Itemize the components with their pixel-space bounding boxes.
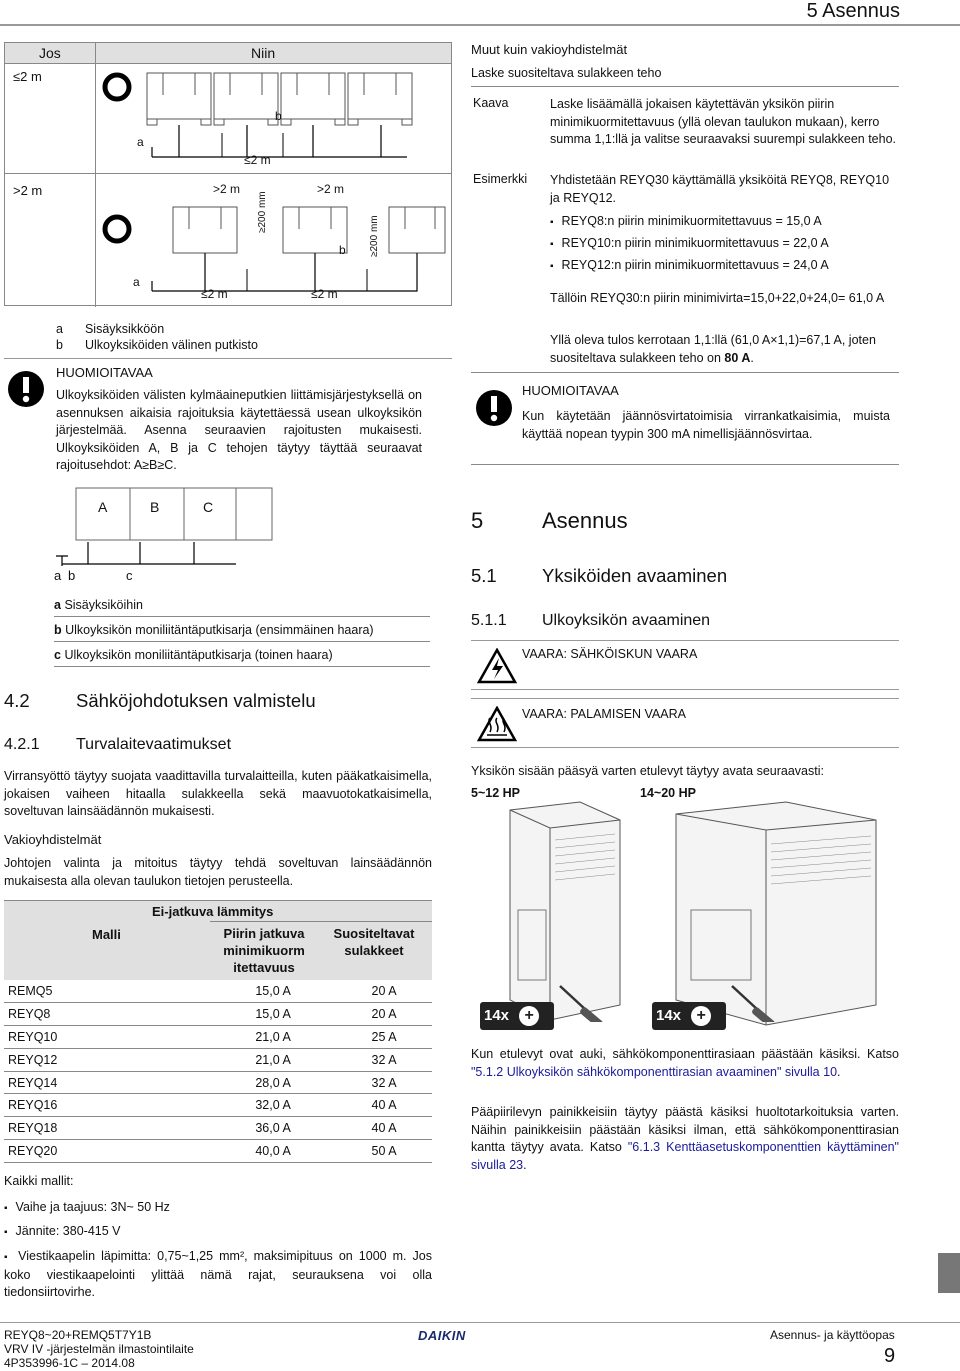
link-6-1-3[interactable]: "6.1.3 Kenttäasetuskomponenttien käyttäminen" sivulla 23 (471, 1140, 899, 1172)
warning-hot-text: VAARA: PALAMISEN VAARA (522, 707, 686, 721)
ylla-text (550, 332, 898, 367)
cell-fuse: 40 A (336, 1117, 432, 1140)
para-kun-text: Kun etulevyt ovat auki, sähkökomponenttirasiaan päästään käsiksi. Katso (471, 1047, 899, 1061)
table-row (4, 1140, 432, 1163)
kaava-label: Kaava (473, 96, 509, 110)
cell-min: 15,0 A (210, 1003, 336, 1026)
section-5-title: Asennus (542, 508, 628, 533)
unit-C-label: C (203, 499, 214, 515)
cell-model: REYQ12 (4, 1048, 210, 1071)
cell-min: 21,0 A (210, 1026, 336, 1049)
section-4-2-1-title: Turvalaitevaatimukset (76, 736, 232, 753)
diagram1-dim-le2m: ≤2 m (244, 153, 271, 167)
screwdriver-icon (728, 982, 788, 1022)
cell-fuse: 50 A (336, 1140, 432, 1163)
row-gt2m-label: >2 m (13, 183, 43, 198)
hp-large-label: 14~20 HP (640, 786, 696, 800)
notice-2-title: HUOMIOITAVAA (522, 383, 619, 398)
hot-surface-icon (477, 706, 517, 742)
warning-icon (474, 388, 514, 428)
chapter-side-tab (938, 1253, 960, 1293)
hp-small-label: 5~12 HP (471, 786, 520, 800)
fuse-table (4, 900, 432, 1163)
section-5-1-1-title: Ulkoyksikön avaaminen (542, 612, 711, 629)
electric-hazard-icon (477, 648, 517, 684)
ylla-pre: Yllä oleva tulos kerrotaan 1,1:llä (61,0 A×1,1)=67,1 A, joten suositeltava sulakkeen teho on (550, 333, 876, 365)
kaava-text: Laske lisäämällä jokaisen käytettävän yksikön piirin minimikuormitettavuus (yllä olevan taulukon mukaan), kerro summa 1,1:llä ja valitse seuraavaksi suurempi sulakkeen teho. (550, 97, 897, 146)
notice-1-text: Ulkoyksiköiden välisten kylmäaineputkien liittämisjärjestyksellä on asennuksen aikaisia rajoituksia käytettäessä usean ulkoyksikön järjestelmää. Asenna seuraavien rajoitusten mukaisesti. Ulkoyksiköiden A, B ja C tehojen täytyy täyttää seuraavat rajoitusehdot: A≥B≥C. (56, 388, 422, 472)
link-5-1-2[interactable]: "5.1.2 Ulkoyksikön sähkökomponenttirasian avaaminen" sivulla 10 (471, 1064, 838, 1079)
warning-electric-text: VAARA: SÄHKÖISKUN VAARA (522, 647, 698, 661)
cell-min: 28,0 A (210, 1071, 336, 1094)
footer-product: VRV IV -järjestelmän ilmastointilaite (4, 1342, 194, 1356)
section-5-number: 5 (471, 508, 484, 533)
diagram2-dim-gt2m-2: >2 m (317, 182, 345, 196)
col-model-header: Malli (92, 927, 121, 942)
cell-model: REYQ8 (4, 1003, 210, 1026)
para-kun (471, 1046, 899, 1081)
row-le2m-label: ≤2 m (13, 69, 42, 84)
legend-text: Sisäyksikköön (84, 322, 165, 336)
legend-text: Ulkoyksikön moniliitäntäputkisarja (toinen haara) (64, 648, 333, 662)
add-icon: + (691, 1006, 711, 1026)
abc-label-b: b (68, 568, 76, 583)
muut-subtitle: Laske suositeltava sulakkeen teho (471, 66, 662, 80)
cell-model: REYQ18 (4, 1117, 210, 1140)
legend-key: c (54, 648, 61, 662)
cell-model: REYQ10 (4, 1026, 210, 1049)
notice-2-text: Kun käytetään jäännösvirtatoimisia virrankatkaisimia, muista käyttää nopean tyypin 300 mA nimellisjäännösvirtaa. (522, 409, 890, 441)
table-row (4, 1071, 432, 1094)
table-row (4, 1048, 432, 1071)
list-item: ▪ Jännite: 380-415 V (4, 1224, 432, 1248)
para-kun-end: . (837, 1064, 841, 1079)
placement-table (4, 42, 452, 306)
footer-brand-logo: DAIKIN (418, 1328, 466, 1343)
table-row (4, 1094, 432, 1117)
tallion-text: Tällöin REYQ30:n piirin minimivirta=15,0+22,0+24,0= 61,0 A (550, 291, 885, 305)
cell-model: REYQ16 (4, 1094, 210, 1117)
ylla-post: . (750, 350, 754, 365)
list-item: ▪ REYQ12:n piirin minimikuormitettavuus = 24,0 A (550, 258, 898, 272)
notice-1-title: HUOMIOITAVAA (56, 365, 153, 380)
abc-label-a: a (54, 568, 62, 583)
diagram2-label-a: a (133, 275, 140, 289)
col-jos-header: Jos (39, 45, 61, 61)
table-row (4, 1026, 432, 1049)
footer-guide-title: Asennus- ja käyttöopas (770, 1328, 895, 1342)
vakio-title: Vakioyhdistelmät (4, 832, 102, 847)
diagram-le2m (97, 65, 449, 171)
cell-fuse: 20 A (336, 1003, 432, 1026)
para-yksikon: Yksikön sisään pääsyä varten etulevyt täytyy avata seuraavasti: (471, 764, 824, 778)
kaikki-title: Kaikki mallit: (4, 1174, 74, 1188)
diagram2-dim-gt2m-1: >2 m (213, 182, 241, 196)
footer-model: REYQ8~20+REMQ5T7Y1B (4, 1328, 152, 1342)
fuse-group-header: Ei-jatkuva lämmitys (152, 904, 274, 919)
cell-min: 32,0 A (210, 1094, 336, 1117)
diagram1-label-a: a (137, 135, 144, 149)
abc-diagram (40, 486, 290, 586)
notice-1 (4, 358, 452, 480)
screw-count: 14x (484, 1007, 510, 1024)
cell-min: 40,0 A (210, 1140, 336, 1163)
list-item: ▪ Viestikaapelin läpimitta: 0,75~1,25 mm², maksimipituus on 1000 m. Jos koko viestikaapelointi ylittää nämä rajat, seurauksena voi olla tiedonsiirtovirhe. (4, 1248, 432, 1302)
cell-fuse: 40 A (336, 1094, 432, 1117)
section-4-2-title: Sähköjohdotuksen valmistelu (76, 690, 316, 711)
diagram2-label-b: b (339, 243, 346, 257)
unit-B-label: B (150, 499, 160, 515)
esimerkki-label: Esimerkki (473, 172, 528, 186)
legend-key: b (56, 338, 63, 352)
para-paapiiri-text: Pääpiirilevyn painikkeisiin täytyy päästä käsiksi huoltotarkoituksia varten. Näihin painikkeisiin päästään käsiksi ilman, että sähkökomponenttirasian kantta täytyy avata. Katso (471, 1105, 899, 1154)
cell-fuse: 20 A (336, 980, 432, 1003)
cell-fuse: 32 A (336, 1071, 432, 1094)
table-row (4, 1003, 432, 1026)
legend-text: Ulkoyksikön moniliitäntäputkisarja (ensimmäinen haara) (65, 623, 374, 637)
kaikki-list (4, 1200, 432, 1302)
cell-model: REYQ14 (4, 1071, 210, 1094)
col-fuse-header: Suositeltavat sulakkeet (333, 926, 415, 958)
col-min-header: Piirin jatkuva minimikuorm itettavuus (223, 926, 305, 975)
legend-text: Sisäyksiköihin (64, 598, 143, 612)
cell-min: 36,0 A (210, 1117, 336, 1140)
legend-key: a (54, 598, 61, 612)
chapter-heading: 5 Asennus (806, 0, 900, 22)
legend-1 (56, 322, 451, 352)
cell-fuse: 25 A (336, 1026, 432, 1049)
diagram1-label-b: b (275, 109, 282, 123)
diagram2-dim-le2m-2: ≤2 m (311, 287, 338, 301)
screw-count-badge (652, 1002, 726, 1030)
para-johtojen: Johtojen valinta ja mitoitus täytyy tehdä soveltuvan lainsäädännön mukaisesta alla olevan taulukon tietojen perusteella. (4, 856, 432, 888)
list-item: ▪ REYQ8:n piirin minimikuormitettavuus = 15,0 A (550, 214, 898, 228)
section-5-1-title: Yksiköiden avaaminen (542, 565, 728, 586)
legend-key: b (54, 623, 62, 637)
para-virransyotto: Virransyöttö täytyy suojata vaadittavilla turvalaitteilla, kuten pääkatkaisimella, jokaisen vaiheen hitaalla sulakkeella sekä maavuotokatkaisimella, soveltuvan lainsäädännön mukaisesti. (4, 769, 432, 818)
unit-A-label: A (98, 499, 108, 515)
cell-model: REYQ20 (4, 1140, 210, 1163)
fuse-table-body (4, 980, 432, 1163)
list-item: ▪ REYQ10:n piirin minimikuormitettavuus = 22,0 A (550, 236, 898, 250)
muut-title: Muut kuin vakioyhdistelmät (471, 42, 628, 57)
legend-2 (54, 594, 430, 667)
esimerkki-bullets (550, 214, 898, 272)
table-row (4, 1117, 432, 1140)
list-item: ▪ Vaihe ja taajuus: 3N~ 50 Hz (4, 1200, 432, 1224)
ylla-fuse-value: 80 A (724, 350, 751, 365)
diagram2-dim-le2m-1: ≤2 m (201, 287, 228, 301)
para-paapiiri-end: . (523, 1157, 527, 1172)
para-paapiiri (471, 1104, 899, 1174)
cell-min: 15,0 A (210, 980, 336, 1003)
section-5-1-number: 5.1 (471, 565, 497, 586)
add-icon: + (519, 1006, 539, 1026)
col-niin-header: Niin (251, 45, 276, 61)
warning-icon (6, 369, 46, 409)
warning-hot (471, 698, 899, 748)
screw-count-badge (480, 1002, 554, 1030)
cell-model: REMQ5 (4, 980, 210, 1003)
diagram2-dim-200mm-1: ≥200 mm (257, 191, 268, 233)
cell-fuse: 32 A (336, 1048, 432, 1071)
section-5-1-1-number: 5.1.1 (471, 612, 507, 629)
legend-text: Ulkoyksiköiden välinen putkisto (84, 338, 258, 352)
header-rule (0, 24, 960, 26)
screw-count: 14x (656, 1007, 682, 1024)
cell-min: 21,0 A (210, 1048, 336, 1071)
esimerkki-text: Yhdistetään REYQ30 käyttämällä yksiköitä REYQ8, REYQ10 ja REYQ12. (550, 173, 890, 205)
section-4-2-1-number: 4.2.1 (4, 736, 40, 753)
section-4-2-number: 4.2 (4, 690, 30, 711)
abc-label-c: c (126, 568, 133, 583)
page-number: 9 (884, 1345, 896, 1367)
footer-docid: 4P353996-1C – 2014.08 (4, 1356, 135, 1370)
table-row (4, 980, 432, 1003)
legend-key: a (56, 322, 63, 336)
screwdriver-icon (556, 982, 616, 1022)
diagram2-dim-200mm-2: ≥200 mm (369, 215, 380, 257)
diagram-gt2m (97, 199, 449, 305)
